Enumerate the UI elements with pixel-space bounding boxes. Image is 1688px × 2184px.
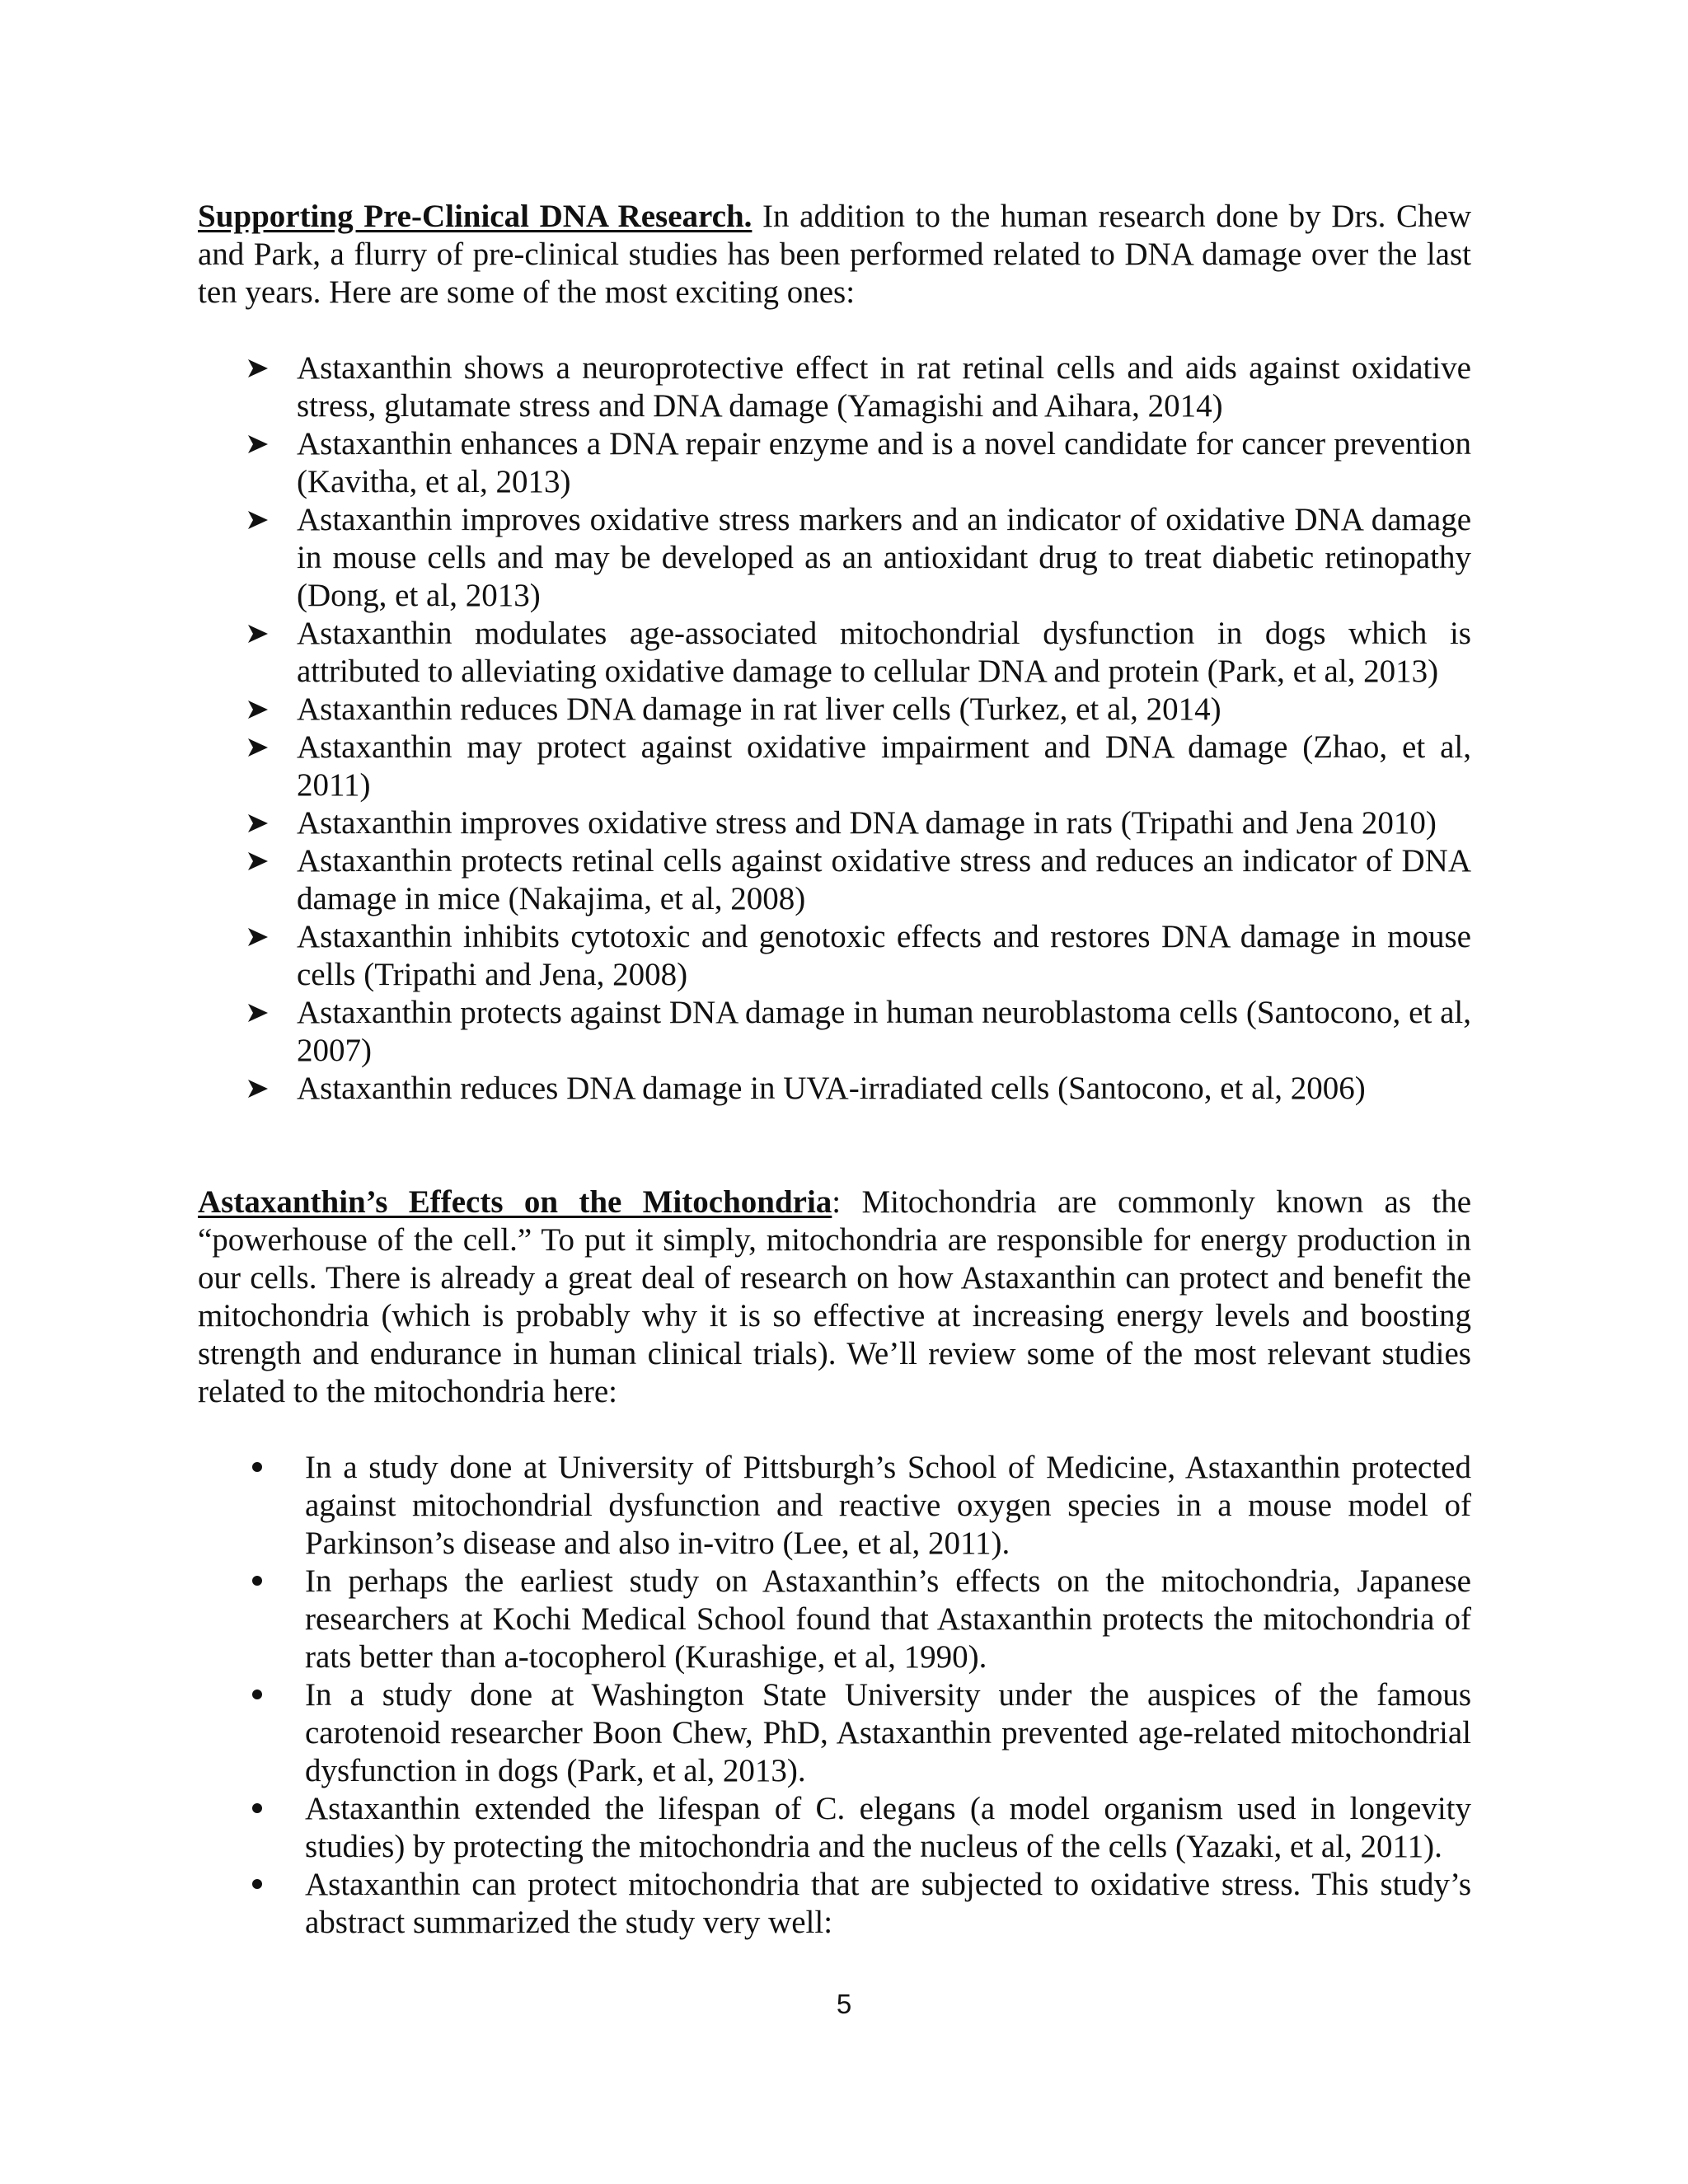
round-bullet-icon — [252, 1563, 285, 1601]
list-item-text: Astaxanthin modulates age-associated mitochondrial dysfunction in dogs which is attributed to alleviating oxidative damage to cellular DNA and protein (Park, et al, 2013) — [297, 616, 1471, 689]
mitochondria-studies-list — [198, 1449, 1471, 1942]
arrowhead-bullet-icon — [247, 425, 280, 463]
list-item — [198, 1790, 1471, 1866]
list-item — [198, 501, 1471, 615]
round-bullet-icon — [252, 1449, 285, 1487]
page-number: 5 — [836, 1989, 852, 2019]
section-heading-dna-research: Supporting Pre-Clinical DNA Research. — [198, 199, 753, 234]
arrowhead-bullet-icon — [247, 691, 280, 729]
list-item — [198, 691, 1471, 729]
arrowhead-bullet-icon — [247, 729, 280, 766]
section-dna-research-paragraph — [198, 198, 1471, 312]
list-item-text: Astaxanthin protects retinal cells against oxidative stress and reduces an indicator of DNA damage in mice (Nakajima, et al, 2008) — [297, 843, 1471, 916]
round-bullet-icon — [252, 1866, 285, 1904]
page-body — [198, 198, 1471, 1942]
list-item — [198, 1676, 1471, 1790]
list-item-text: Astaxanthin inhibits cytotoxic and genotoxic effects and restores DNA damage in mouse cells (Tripathi and Jena, 2008) — [297, 919, 1471, 992]
list-item-text: Astaxanthin shows a neuroprotective effect in rat retinal cells and aids against oxidative stress, glutamate stress and DNA damage (Yamagishi and Aihara, 2014) — [297, 350, 1471, 424]
arrowhead-bullet-icon — [247, 349, 280, 387]
list-item — [198, 842, 1471, 918]
arrowhead-bullet-icon — [247, 1070, 280, 1108]
list-item — [198, 349, 1471, 425]
list-item — [198, 1070, 1471, 1108]
list-item-text: Astaxanthin improves oxidative stress and DNA damage in rats (Tripathi and Jena 2010) — [297, 805, 1437, 841]
list-item-text: Astaxanthin enhances a DNA repair enzyme and is a novel candidate for cancer prevention (Kavitha, et al, 2013) — [297, 426, 1471, 499]
list-item — [198, 994, 1471, 1070]
round-bullet-icon — [252, 1676, 285, 1714]
arrowhead-bullet-icon — [247, 994, 280, 1032]
list-item-text: Astaxanthin protects against DNA damage in human neuroblastoma cells (Santocono, et al, 2007) — [297, 995, 1471, 1068]
list-item — [198, 918, 1471, 994]
arrowhead-bullet-icon — [247, 804, 280, 842]
list-item — [198, 425, 1471, 501]
section-heading-mitochondria: Astaxanthin’s Effects on the Mitochondria — [198, 1184, 832, 1220]
arrowhead-bullet-icon — [247, 501, 280, 539]
list-item-text: Astaxanthin may protect against oxidative impairment and DNA damage (Zhao, et al, 2011) — [297, 729, 1471, 803]
list-item-text: In perhaps the earliest study on Astaxanthin’s effects on the mitochondria, Japanese researchers at Kochi Medical School found that Astaxanthin protects the mitochondria of rats better than a-tocopherol (Kurashige, et al, 1990). — [305, 1563, 1471, 1675]
list-item-text: Astaxanthin improves oxidative stress markers and an indicator of oxidative DNA damage in mouse cells and may be developed as an antioxidant drug to treat diabetic retinopathy (Dong, et al, 2013) — [297, 502, 1471, 613]
arrowhead-bullet-icon — [247, 918, 280, 956]
list-item-text: In a study done at University of Pittsburgh’s School of Medicine, Astaxanthin protected against mitochondrial dysfunction and reactive oxygen species in a mouse model of Parkinson’s disease and also in-vitro (Lee, et al, 2011). — [305, 1450, 1471, 1561]
section-mitochondria-intro: : Mitochondria are commonly known as the “powerhouse of the cell.” To put it simply, mitochondria are responsible for energy production in our cells. There is already a great deal of research on how Astaxanthin can protect and benefit the mitochondria (which is probably why it is so effective at increasing energy levels and boosting strength and endurance in human clinical trials). We’ll review some of the most relevant studies related to the mitochondria here: — [198, 1184, 1472, 1409]
list-item — [198, 729, 1471, 804]
section-mitochondria-paragraph — [198, 1183, 1471, 1411]
list-item-text: Astaxanthin reduces DNA damage in rat liver cells (Turkez, et al, 2014) — [297, 691, 1221, 727]
arrowhead-bullet-icon — [247, 615, 280, 653]
arrowhead-bullet-icon — [247, 842, 280, 880]
section-dna-research-intro: In addition to the human research done by Drs. Chew and Park, a flurry of pre-clinical studies has been performed related to DNA damage over the last ten years. Here are some of the most exciting ones: — [198, 199, 1471, 310]
list-item — [198, 1449, 1471, 1563]
list-item — [198, 1866, 1471, 1942]
list-item-text: Astaxanthin extended the lifespan of C. elegans (a model organism used in longevity studies) by protecting the mitochondria and the nucleus of the cells (Yazaki, et al, 2011). — [305, 1791, 1471, 1864]
round-bullet-icon — [252, 1790, 285, 1828]
list-item-text: Astaxanthin reduces DNA damage in UVA-irradiated cells (Santocono, et al, 2006) — [297, 1071, 1366, 1106]
list-item — [198, 615, 1471, 691]
list-item — [198, 804, 1471, 842]
list-item-text: Astaxanthin can protect mitochondria that are subjected to oxidative stress. This study’s abstract summarized the study very well: — [305, 1867, 1471, 1940]
dna-research-list — [198, 349, 1471, 1108]
list-item-text: In a study done at Washington State University under the auspices of the famous carotenoid researcher Boon Chew, PhD, Astaxanthin prevented age-related mitochondrial dysfunction in dogs (Park, et al, 2013). — [305, 1677, 1471, 1788]
list-item — [198, 1563, 1471, 1676]
